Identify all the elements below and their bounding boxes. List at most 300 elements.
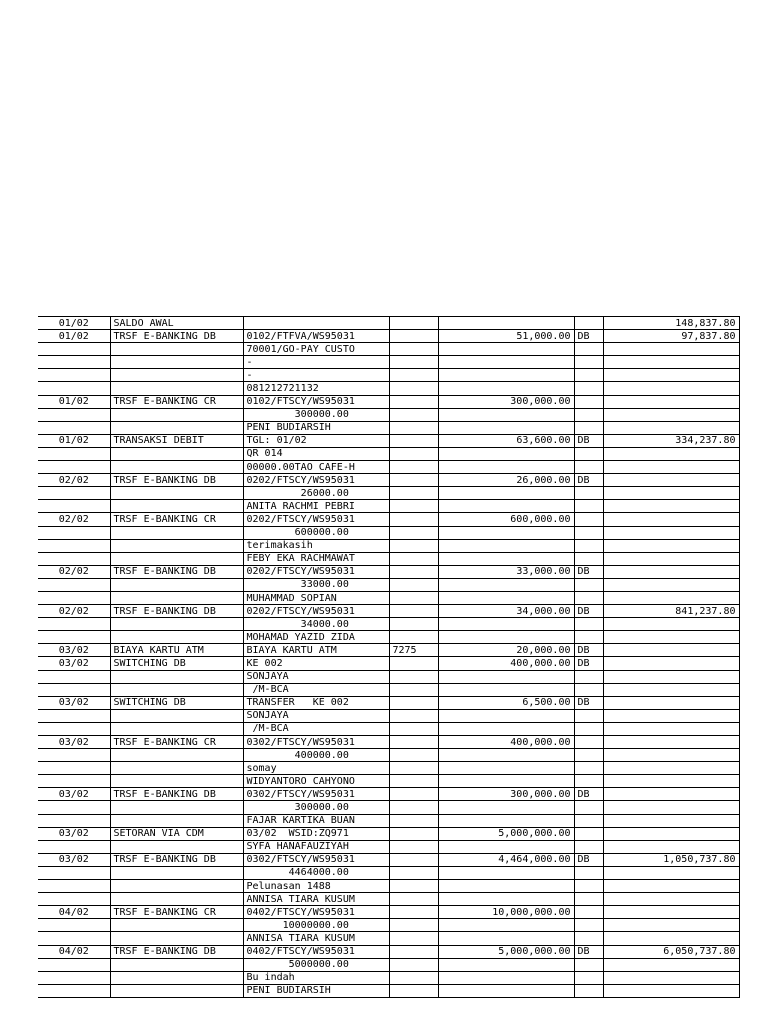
- table-row: [38, 762, 739, 775]
- reference-cell: [389, 736, 438, 749]
- reference-cell: [389, 696, 438, 709]
- description-cell: PENI BUDIARSIH: [243, 421, 389, 434]
- debit-flag-cell: [574, 919, 603, 932]
- table-row: [38, 526, 739, 539]
- debit-flag-cell: [574, 709, 603, 722]
- description-cell: ANNISA TIARA KUSUM: [243, 893, 389, 906]
- balance-cell: [603, 382, 739, 395]
- balance-cell: [603, 840, 739, 853]
- balance-cell: [603, 775, 739, 788]
- amount-cell: [438, 591, 574, 604]
- balance-cell: [603, 683, 739, 696]
- amount-cell: [438, 421, 574, 434]
- reference-cell: [389, 343, 438, 356]
- debit-flag-cell: [574, 722, 603, 735]
- reference-cell: [389, 788, 438, 801]
- amount-cell: 5,000,000.00: [438, 827, 574, 840]
- date-cell: [38, 526, 110, 539]
- description-cell: 10000000.00: [243, 919, 389, 932]
- amount-cell: [438, 500, 574, 513]
- reference-cell: [389, 709, 438, 722]
- balance-cell: [603, 343, 739, 356]
- table-row: [38, 382, 739, 395]
- description-cell: FAJAR KARTIKA BUAN: [243, 814, 389, 827]
- balance-cell: [603, 749, 739, 762]
- reference-cell: [389, 526, 438, 539]
- reference-cell: [389, 827, 438, 840]
- transaction-type-cell: TRSF E-BANKING CR: [110, 513, 243, 526]
- debit-flag-cell: [574, 880, 603, 893]
- amount-cell: [438, 814, 574, 827]
- transaction-type-cell: SWITCHING DB: [110, 657, 243, 670]
- transaction-type-cell: [110, 369, 243, 382]
- debit-flag-cell: [574, 500, 603, 513]
- debit-flag-cell: DB: [574, 434, 603, 447]
- description-cell: 0202/FTSCY/WS95031: [243, 605, 389, 618]
- table-row: [38, 395, 739, 408]
- debit-flag-cell: [574, 513, 603, 526]
- date-cell: [38, 893, 110, 906]
- description-cell: 0402/FTSCY/WS95031: [243, 945, 389, 958]
- table-row: [38, 513, 739, 526]
- debit-flag-cell: [574, 814, 603, 827]
- table-row: [38, 434, 739, 447]
- date-cell: [38, 382, 110, 395]
- description-cell: 0302/FTSCY/WS95031: [243, 736, 389, 749]
- table-row: [38, 736, 739, 749]
- description-cell: /M-BCA: [243, 722, 389, 735]
- debit-flag-cell: [574, 749, 603, 762]
- date-cell: [38, 762, 110, 775]
- amount-cell: [438, 683, 574, 696]
- balance-cell: [603, 971, 739, 984]
- transaction-table: [38, 316, 740, 998]
- table-row: [38, 421, 739, 434]
- reference-cell: [389, 513, 438, 526]
- description-cell: BIAYA KARTU ATM: [243, 644, 389, 657]
- balance-cell: [603, 827, 739, 840]
- description-cell: PENI BUDIARSIH: [243, 984, 389, 997]
- balance-cell: [603, 539, 739, 552]
- balance-cell: [603, 801, 739, 814]
- transaction-type-cell: [110, 722, 243, 735]
- amount-cell: 34,000.00: [438, 605, 574, 618]
- table-row: [38, 565, 739, 578]
- balance-cell: [603, 552, 739, 565]
- debit-flag-cell: [574, 906, 603, 919]
- debit-flag-cell: [574, 382, 603, 395]
- reference-cell: [389, 356, 438, 369]
- debit-flag-cell: DB: [574, 696, 603, 709]
- table-row: [38, 605, 739, 618]
- date-cell: [38, 369, 110, 382]
- amount-cell: [438, 932, 574, 945]
- reference-cell: [389, 971, 438, 984]
- reference-cell: [389, 578, 438, 591]
- description-cell: terimakasih: [243, 539, 389, 552]
- date-cell: [38, 814, 110, 827]
- reference-cell: [389, 775, 438, 788]
- transaction-type-cell: [110, 526, 243, 539]
- amount-cell: [438, 880, 574, 893]
- amount-cell: 300,000.00: [438, 788, 574, 801]
- balance-cell: [603, 762, 739, 775]
- date-cell: [38, 618, 110, 631]
- balance-cell: 1,050,737.80: [603, 853, 739, 866]
- debit-flag-cell: DB: [574, 474, 603, 487]
- balance-cell: [603, 591, 739, 604]
- description-cell: 0302/FTSCY/WS95031: [243, 788, 389, 801]
- table-row: [38, 447, 739, 460]
- reference-cell: [389, 762, 438, 775]
- table-row: [38, 356, 739, 369]
- date-cell: 03/02: [38, 736, 110, 749]
- date-cell: [38, 487, 110, 500]
- date-cell: 04/02: [38, 945, 110, 958]
- table-row: [38, 618, 739, 631]
- transaction-type-cell: [110, 408, 243, 421]
- debit-flag-cell: [574, 395, 603, 408]
- description-cell: 600000.00: [243, 526, 389, 539]
- transaction-type-cell: [110, 866, 243, 879]
- balance-cell: [603, 906, 739, 919]
- date-cell: 02/02: [38, 474, 110, 487]
- amount-cell: 600,000.00: [438, 513, 574, 526]
- date-cell: [38, 801, 110, 814]
- transaction-type-cell: [110, 591, 243, 604]
- table-row: [38, 906, 739, 919]
- debit-flag-cell: [574, 408, 603, 421]
- transaction-type-cell: TRANSAKSI DEBIT: [110, 434, 243, 447]
- debit-flag-cell: [574, 578, 603, 591]
- table-row: [38, 670, 739, 683]
- debit-flag-cell: [574, 736, 603, 749]
- amount-cell: [438, 356, 574, 369]
- table-row: [38, 683, 739, 696]
- table-row: [38, 919, 739, 932]
- transaction-type-cell: TRSF E-BANKING DB: [110, 474, 243, 487]
- transaction-type-cell: [110, 984, 243, 997]
- description-cell: 34000.00: [243, 618, 389, 631]
- balance-cell: [603, 421, 739, 434]
- transaction-type-cell: [110, 618, 243, 631]
- date-cell: 01/02: [38, 395, 110, 408]
- amount-cell: [438, 984, 574, 997]
- debit-flag-cell: [574, 866, 603, 879]
- date-cell: [38, 722, 110, 735]
- reference-cell: [389, 840, 438, 853]
- description-cell: 0202/FTSCY/WS95031: [243, 565, 389, 578]
- reference-cell: [389, 421, 438, 434]
- table-row: [38, 369, 739, 382]
- transaction-type-cell: [110, 500, 243, 513]
- table-row: [38, 958, 739, 971]
- amount-cell: 5,000,000.00: [438, 945, 574, 958]
- description-cell: Pelunasan 1488: [243, 880, 389, 893]
- description-cell: Bu indah: [243, 971, 389, 984]
- description-cell: [243, 317, 389, 330]
- reference-cell: [389, 330, 438, 343]
- table-row: [38, 709, 739, 722]
- balance-cell: [603, 356, 739, 369]
- balance-cell: [603, 696, 739, 709]
- description-cell: -: [243, 356, 389, 369]
- amount-cell: 300,000.00: [438, 395, 574, 408]
- amount-cell: [438, 801, 574, 814]
- description-cell: 081212721132: [243, 382, 389, 395]
- date-cell: [38, 461, 110, 474]
- debit-flag-cell: [574, 317, 603, 330]
- table-row: [38, 408, 739, 421]
- table-row: [38, 840, 739, 853]
- table-row: [38, 552, 739, 565]
- debit-flag-cell: [574, 971, 603, 984]
- amount-cell: [438, 447, 574, 460]
- debit-flag-cell: [574, 552, 603, 565]
- balance-cell: [603, 618, 739, 631]
- transaction-type-cell: [110, 461, 243, 474]
- description-cell: /M-BCA: [243, 683, 389, 696]
- balance-cell: [603, 578, 739, 591]
- transaction-table-body: [38, 317, 739, 998]
- debit-flag-cell: [574, 356, 603, 369]
- reference-cell: [389, 474, 438, 487]
- table-row: [38, 591, 739, 604]
- date-cell: [38, 591, 110, 604]
- date-cell: 03/02: [38, 696, 110, 709]
- balance-cell: [603, 814, 739, 827]
- date-cell: 03/02: [38, 853, 110, 866]
- transaction-type-cell: TRSF E-BANKING CR: [110, 906, 243, 919]
- balance-cell: [603, 565, 739, 578]
- date-cell: [38, 866, 110, 879]
- date-cell: [38, 840, 110, 853]
- amount-cell: [438, 893, 574, 906]
- description-cell: WIDYANTORO CAHYONO: [243, 775, 389, 788]
- description-cell: TRANSFER KE 002: [243, 696, 389, 709]
- date-cell: 01/02: [38, 317, 110, 330]
- amount-cell: [438, 369, 574, 382]
- transaction-type-cell: [110, 840, 243, 853]
- balance-cell: [603, 631, 739, 644]
- balance-cell: [603, 461, 739, 474]
- transaction-type-cell: [110, 447, 243, 460]
- date-cell: 02/02: [38, 513, 110, 526]
- balance-cell: [603, 880, 739, 893]
- balance-cell: [603, 487, 739, 500]
- reference-cell: [389, 958, 438, 971]
- amount-cell: [438, 670, 574, 683]
- balance-cell: [603, 369, 739, 382]
- description-cell: MOHAMAD YAZID ZIDA: [243, 631, 389, 644]
- table-row: [38, 814, 739, 827]
- transaction-type-cell: [110, 971, 243, 984]
- date-cell: [38, 775, 110, 788]
- description-cell: ANNISA TIARA KUSUM: [243, 932, 389, 945]
- transaction-type-cell: TRSF E-BANKING DB: [110, 945, 243, 958]
- reference-cell: [389, 657, 438, 670]
- amount-cell: [438, 631, 574, 644]
- description-cell: 0102/FTSCY/WS95031: [243, 395, 389, 408]
- description-cell: SYFA HANAFAUZIYAH: [243, 840, 389, 853]
- debit-flag-cell: [574, 343, 603, 356]
- balance-cell: [603, 984, 739, 997]
- date-cell: [38, 343, 110, 356]
- description-cell: 400000.00: [243, 749, 389, 762]
- reference-cell: [389, 605, 438, 618]
- description-cell: ANITA RACHMI PEBRI: [243, 500, 389, 513]
- transaction-type-cell: [110, 683, 243, 696]
- transaction-type-cell: [110, 749, 243, 762]
- balance-cell: [603, 893, 739, 906]
- date-cell: 04/02: [38, 906, 110, 919]
- balance-cell: [603, 644, 739, 657]
- debit-flag-cell: DB: [574, 788, 603, 801]
- date-cell: [38, 356, 110, 369]
- amount-cell: 6,500.00: [438, 696, 574, 709]
- debit-flag-cell: [574, 775, 603, 788]
- amount-cell: [438, 971, 574, 984]
- reference-cell: [389, 408, 438, 421]
- date-cell: [38, 631, 110, 644]
- table-row: [38, 971, 739, 984]
- description-cell: 0202/FTSCY/WS95031: [243, 513, 389, 526]
- table-row: [38, 631, 739, 644]
- reference-cell: [389, 945, 438, 958]
- table-row: [38, 578, 739, 591]
- date-cell: [38, 749, 110, 762]
- reference-cell: [389, 317, 438, 330]
- date-cell: [38, 421, 110, 434]
- amount-cell: [438, 958, 574, 971]
- amount-cell: 4,464,000.00: [438, 853, 574, 866]
- transaction-type-cell: [110, 932, 243, 945]
- date-cell: 03/02: [38, 827, 110, 840]
- balance-cell: [603, 932, 739, 945]
- debit-flag-cell: [574, 670, 603, 683]
- debit-flag-cell: [574, 421, 603, 434]
- date-cell: 03/02: [38, 657, 110, 670]
- amount-cell: 51,000.00: [438, 330, 574, 343]
- reference-cell: [389, 631, 438, 644]
- description-cell: 300000.00: [243, 801, 389, 814]
- transaction-type-cell: TRSF E-BANKING DB: [110, 853, 243, 866]
- transaction-type-cell: TRSF E-BANKING CR: [110, 395, 243, 408]
- transaction-type-cell: [110, 539, 243, 552]
- description-cell: 0202/FTSCY/WS95031: [243, 474, 389, 487]
- table-row: [38, 827, 739, 840]
- description-cell: QR 014: [243, 447, 389, 460]
- balance-cell: [603, 408, 739, 421]
- transaction-type-cell: SETORAN VIA CDM: [110, 827, 243, 840]
- date-cell: [38, 709, 110, 722]
- table-row: [38, 539, 739, 552]
- balance-cell: [603, 395, 739, 408]
- debit-flag-cell: [574, 461, 603, 474]
- reference-cell: [389, 722, 438, 735]
- date-cell: [38, 500, 110, 513]
- transaction-type-cell: [110, 709, 243, 722]
- debit-flag-cell: [574, 487, 603, 500]
- table-row: [38, 500, 739, 513]
- reference-cell: [389, 919, 438, 932]
- reference-cell: [389, 369, 438, 382]
- balance-cell: 6,050,737.80: [603, 945, 739, 958]
- table-row: [38, 317, 739, 330]
- date-cell: [38, 971, 110, 984]
- description-cell: 26000.00: [243, 487, 389, 500]
- reference-cell: [389, 814, 438, 827]
- amount-cell: [438, 840, 574, 853]
- description-cell: 33000.00: [243, 578, 389, 591]
- amount-cell: [438, 317, 574, 330]
- amount-cell: 400,000.00: [438, 657, 574, 670]
- amount-cell: [438, 487, 574, 500]
- transaction-type-cell: [110, 670, 243, 683]
- reference-cell: [389, 500, 438, 513]
- table-row: [38, 343, 739, 356]
- balance-cell: [603, 866, 739, 879]
- amount-cell: [438, 526, 574, 539]
- reference-cell: [389, 395, 438, 408]
- reference-cell: [389, 749, 438, 762]
- debit-flag-cell: [574, 893, 603, 906]
- table-row: [38, 880, 739, 893]
- reference-cell: [389, 618, 438, 631]
- reference-cell: [389, 906, 438, 919]
- table-row: [38, 487, 739, 500]
- table-row: [38, 788, 739, 801]
- balance-cell: [603, 736, 739, 749]
- transaction-type-cell: [110, 958, 243, 971]
- table-row: [38, 644, 739, 657]
- transaction-type-cell: [110, 382, 243, 395]
- balance-cell: [603, 474, 739, 487]
- description-cell: 4464000.00: [243, 866, 389, 879]
- date-cell: [38, 880, 110, 893]
- date-cell: [38, 683, 110, 696]
- debit-flag-cell: DB: [574, 330, 603, 343]
- date-cell: [38, 578, 110, 591]
- transaction-type-cell: [110, 880, 243, 893]
- debit-flag-cell: [574, 932, 603, 945]
- transaction-type-cell: [110, 893, 243, 906]
- debit-flag-cell: DB: [574, 644, 603, 657]
- transaction-type-cell: [110, 487, 243, 500]
- transaction-type-cell: [110, 631, 243, 644]
- debit-flag-cell: [574, 631, 603, 644]
- amount-cell: [438, 539, 574, 552]
- balance-cell: [603, 447, 739, 460]
- description-cell: somay: [243, 762, 389, 775]
- debit-flag-cell: [574, 984, 603, 997]
- date-cell: 01/02: [38, 434, 110, 447]
- transaction-type-cell: [110, 814, 243, 827]
- transaction-type-cell: [110, 552, 243, 565]
- amount-cell: [438, 762, 574, 775]
- transaction-type-cell: [110, 919, 243, 932]
- description-cell: MUHAMMAD SOPIAN: [243, 591, 389, 604]
- description-cell: TGL: 01/02: [243, 434, 389, 447]
- reference-cell: [389, 866, 438, 879]
- amount-cell: [438, 578, 574, 591]
- description-cell: 300000.00: [243, 408, 389, 421]
- amount-cell: [438, 343, 574, 356]
- debit-flag-cell: DB: [574, 565, 603, 578]
- amount-cell: [438, 749, 574, 762]
- description-cell: 5000000.00: [243, 958, 389, 971]
- date-cell: 03/02: [38, 644, 110, 657]
